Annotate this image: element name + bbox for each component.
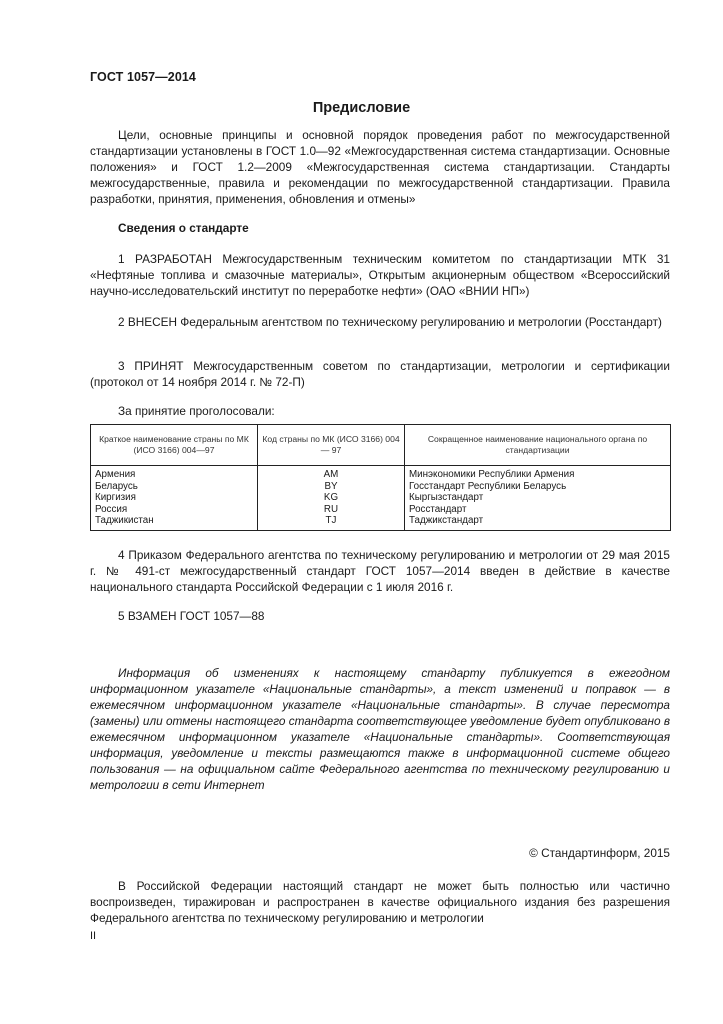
document-code: ГОСТ 1057—2014 (90, 70, 196, 84)
page-number: II (90, 930, 97, 942)
table-header-row (91, 425, 671, 466)
table-row (91, 504, 671, 516)
table-row (91, 492, 671, 504)
page-title: Предисловие (312, 100, 411, 116)
cell-code: AM (258, 466, 405, 481)
change-notice-paragraph: Информация об изменениях к настоящему стандарту публикуется в ежегодном информационном указателе «Национальные стандарты», а текст изменений и поправок — в ежемесячном информационном указателе «Национальные стандарты». В случае пересмотра (замены) или отмены настоящего стандарта соответствующее уведомление будет опубликовано в ежемесячном информационном указателе «Национальные стандарты». Соответствующая информация, уведомление и тексты размещаются также в информационной системе общего пользования — на официальном сайте Федерального агентства по техническому регулированию и метрологии в сети Интернет (90, 666, 670, 792)
cell-country: Таджикистан (91, 515, 258, 530)
cell-country: Армения (91, 466, 258, 481)
column-header-code: Код страны по МК (ИСО 3166) 004 — 97 (258, 425, 405, 466)
table-row (91, 515, 671, 530)
item-4-paragraph: 4 Приказом Федерального агентства по техническому регулированию и метрологии от 29 мая 2015 г. № 491-ст межгосударственный стандарт ГОСТ 1057—2014 введен в действие в качестве национального стандарта Российской Федерации с 1 июля 2016 г. (90, 548, 670, 594)
item-1-paragraph: 1 РАЗРАБОТАН Межгосударственным техническим комитетом по стандартизации МТК 31 «Нефтяные топлива и смазочные материалы», Открытым акционерным обществом «Всероссийский научно-исследовательский институт по переработке нефти» (ОАО «ВНИИ НП») (90, 252, 670, 298)
copyright-notice: © Стандартинформ, 2015 (529, 846, 670, 860)
cell-body: Таджикстандарт (405, 515, 671, 530)
cell-code: RU (258, 504, 405, 516)
cell-code: KG (258, 492, 405, 504)
vote-label: За принятие проголосовали: (118, 404, 275, 418)
reproduction-notice: В Российской Федерации настоящий стандарт не может быть полностью или частично воспроизведен, тиражирован и распространен в качестве официального издания без разрешения Федерального агентства по техническому регулированию и метрологии (90, 879, 670, 925)
column-header-country: Краткое наименование страны по МК (ИСО 3166) 004—97 (91, 425, 258, 466)
intro-paragraph: Цели, основные принципы и основной порядок проведения работ по межгосударственной стандартизации установлены в ГОСТ 1.0—92 «Межгосударственная система стандартизации. Основные положения» и ГОСТ 1.2—2009 «Межгосударственная система стандартизации. Стандарты межгосударственные, правила и рекомендации по межгосударственной стандартизации. Правила разработки, принятия, применения, обновления и отмены» (90, 128, 670, 206)
cell-country: Киргизия (91, 492, 258, 504)
cell-body: Кыргызстандарт (405, 492, 671, 504)
cell-body: Росстандарт (405, 504, 671, 516)
cell-body: Госстандарт Республики Беларусь (405, 481, 671, 493)
voting-table (90, 424, 671, 531)
item-3-paragraph: 3 ПРИНЯТ Межгосударственным советом по стандартизации, метрологии и сертификации (протокол от 14 ноября 2014 г. № 72-П) (90, 359, 670, 389)
cell-country: Россия (91, 504, 258, 516)
cell-country: Беларусь (91, 481, 258, 493)
section-heading: Сведения о стандарте (118, 221, 249, 235)
cell-code: BY (258, 481, 405, 493)
item-2-paragraph: 2 ВНЕСЕН Федеральным агентством по техническому регулированию и метрологии (Росстандарт) (118, 315, 662, 329)
item-5-paragraph: 5 ВЗАМЕН ГОСТ 1057—88 (118, 609, 265, 623)
cell-code: TJ (258, 515, 405, 530)
cell-body: Минэкономики Республики Армения (405, 466, 671, 481)
table-row (91, 466, 671, 481)
table-row (91, 481, 671, 493)
column-header-body: Сокращенное наименование национального органа по стандартизации (405, 425, 671, 466)
